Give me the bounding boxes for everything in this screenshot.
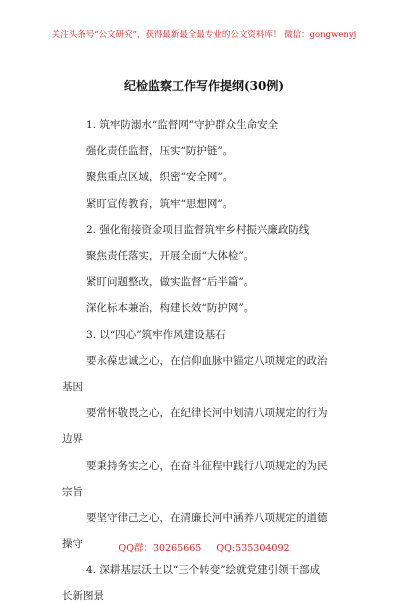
text-line: 宗旨 (62, 486, 83, 498)
text-line: 紧盯问题整改，做实监督“后半篇”。 (86, 276, 255, 288)
text-line: 聚焦责任落实，开展全面“大体检”。 (86, 250, 255, 262)
section-heading: 4. 深耕基层沃土以“三个转变”绘就党建引领干部成 (86, 564, 321, 576)
text-line: 操守 (62, 538, 83, 550)
text-line: 边界 (62, 433, 83, 445)
text-line: 要秉持务实之心，在奋斗征程中践行八项规定的为民 (86, 460, 328, 472)
section-heading: 3. 以“四心”筑牢作风建设基石 (86, 329, 226, 341)
qq-number: QQ:535304092 (216, 543, 290, 554)
section-heading: 1. 筑牢防溺水“监督网”守护群众生命安全 (86, 119, 279, 131)
section-heading: 2. 强化衔接资金项目监督筑牢乡村振兴廉政防线 (86, 224, 310, 236)
header-note: 关注头条号“公文研究”，获得最新最全最专业的公文资料库！ 微信：gongwenyj (51, 30, 357, 40)
text-line: 要常怀敬畏之心，在纪律长河中划清八项规定的行为 (86, 407, 328, 419)
text-line: 基因 (62, 381, 83, 393)
text-line: 紧盯宣传教育，筑牢“思想网”。 (86, 198, 234, 210)
text-line: 强化责任监督，压实“防护链”。 (86, 145, 234, 157)
text-line: 深化标本兼治，构建长效“防护网”。 (86, 302, 255, 314)
qq-group-number: QQ群：30265665 (118, 543, 202, 554)
text-line: 要永葆忠诚之心，在信仰血脉中锚定八项规定的政治 (86, 355, 328, 367)
text-line: 聚焦重点区域，织密“安全网”。 (86, 171, 234, 183)
document-title: 纪检监察工作写作提纲(30例) (123, 79, 285, 93)
text-line: 要坚守律己之心，在清廉长河中涵养八项规定的道德 (86, 512, 328, 524)
text-line: 长新图景 (62, 590, 104, 602)
footer-contact (0, 540, 408, 554)
